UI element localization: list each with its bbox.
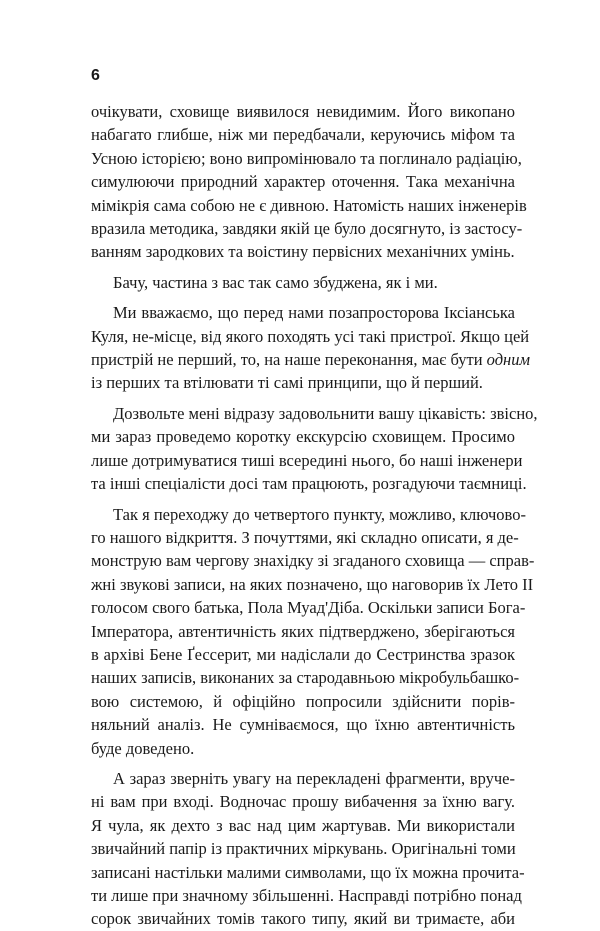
text-line: очікувати, сховище виявилося невидимим. Його викопано: [91, 102, 515, 121]
text-line: го нашого відкриття. З почуттями, які складно описати, я де-: [91, 527, 519, 547]
text-line: симулюючи природний характер оточення. Така механічна: [91, 172, 515, 192]
text-line: та інші спеціалісти досі там працюють, розгадуючи таємниці.: [91, 474, 527, 494]
paragraph-gap: [91, 760, 515, 767]
text-line: Дозвольте мені відразу задовольнити вашу цікавість: звісно,: [113, 403, 538, 423]
paragraph: [91, 271, 515, 294]
paragraph: [91, 402, 538, 496]
text-line: пристрій не перший, то, на наше переконання, має бути одним: [91, 350, 531, 370]
text-line: вразила методика, завдяки якій це було досягнуто, із застосу-: [91, 219, 523, 239]
text-line: голосом свого батька, Пола Муад'Діба. Оскільки записи Бога-: [91, 598, 526, 618]
body-text: [91, 100, 538, 931]
text-line: ти лише при значному збільшенні. Насправді потрібно понад: [91, 886, 522, 905]
text-line: із перших та втілювати ті самі принципи, що й перший.: [91, 373, 483, 393]
paragraph: [91, 301, 531, 395]
paragraph-gap: [91, 294, 515, 301]
text-line: наших записів, виконаних за стародавньою мікробульбашко-: [91, 668, 520, 688]
page-number: 6: [91, 67, 100, 84]
text-line: лише дотримуватися тиші всередині нього, бо наші інженери: [91, 450, 523, 470]
text-line: А зараз зверніть увагу на перекладені фрагменти, вруче-: [113, 768, 515, 788]
text-line: набагато глибше, ніж ми передбачали, керуючись міфом та: [91, 125, 515, 145]
text-line: сорок звичайних томів такого типу, який ви тримаєте, аби: [91, 909, 515, 929]
text-line: в архіві Бене Ґессерит, ми надіслали до Сестринства зразок: [91, 644, 515, 664]
paragraph-gap: [91, 395, 515, 402]
text-line: Імператора, автентичність яких підтверджено, зберігаються: [91, 621, 515, 641]
text-line: буде доведено.: [91, 738, 195, 758]
text-line: Так я переходжу до четвертого пункту, можливо, ключово-: [113, 504, 526, 524]
paragraph-gap: [91, 264, 515, 271]
text-line: вою системою, й офіційно попросили здійснити порів-: [91, 691, 515, 711]
text-line: Ми вважаємо, що перед нами позапросторова Іксіанська: [113, 303, 515, 323]
paragraph: [91, 767, 525, 931]
text-line: Куля, не-місце, від якого походять усі такі пристрої. Якщо цей: [91, 326, 530, 346]
paragraph: [91, 100, 527, 264]
text-line: Я чула, як дехто з вас над цим жартував. Ми використали: [91, 815, 515, 835]
text-line: записані настільки малими символами, що їх можна прочита-: [91, 862, 525, 882]
text-line: жні звукові записи, на яких позначено, що наговорив їх Лето II: [91, 574, 534, 594]
text-line: ні вам при вході. Водночас прошу вибачення за їхню вагу.: [91, 792, 515, 812]
text-line: няльний аналіз. Не сумніваємося, що їхню автентичність: [91, 715, 515, 735]
text-line: монструю вам чергову знахідку зі згаданого сховища — справ-: [91, 551, 535, 571]
text-line: звичайний папір із практичних міркувань. Оригінальні томи: [91, 839, 516, 859]
text-line: Усною історією; воно випромінювало та поглинало радіацію,: [91, 148, 522, 168]
text-line: Бачу, частина з вас так само збуджена, як і ми.: [113, 272, 438, 292]
paragraph: [91, 503, 535, 760]
text-line: ванням зародкових та воістину первісних механічних умінь.: [91, 242, 515, 262]
text-line: мімікрія сама собою не є дивною. Натомість наших інженерів: [91, 195, 527, 215]
paragraph-gap: [91, 496, 515, 503]
text-line: ми зараз проведемо коротку екскурсію сховищем. Просимо: [91, 427, 515, 447]
